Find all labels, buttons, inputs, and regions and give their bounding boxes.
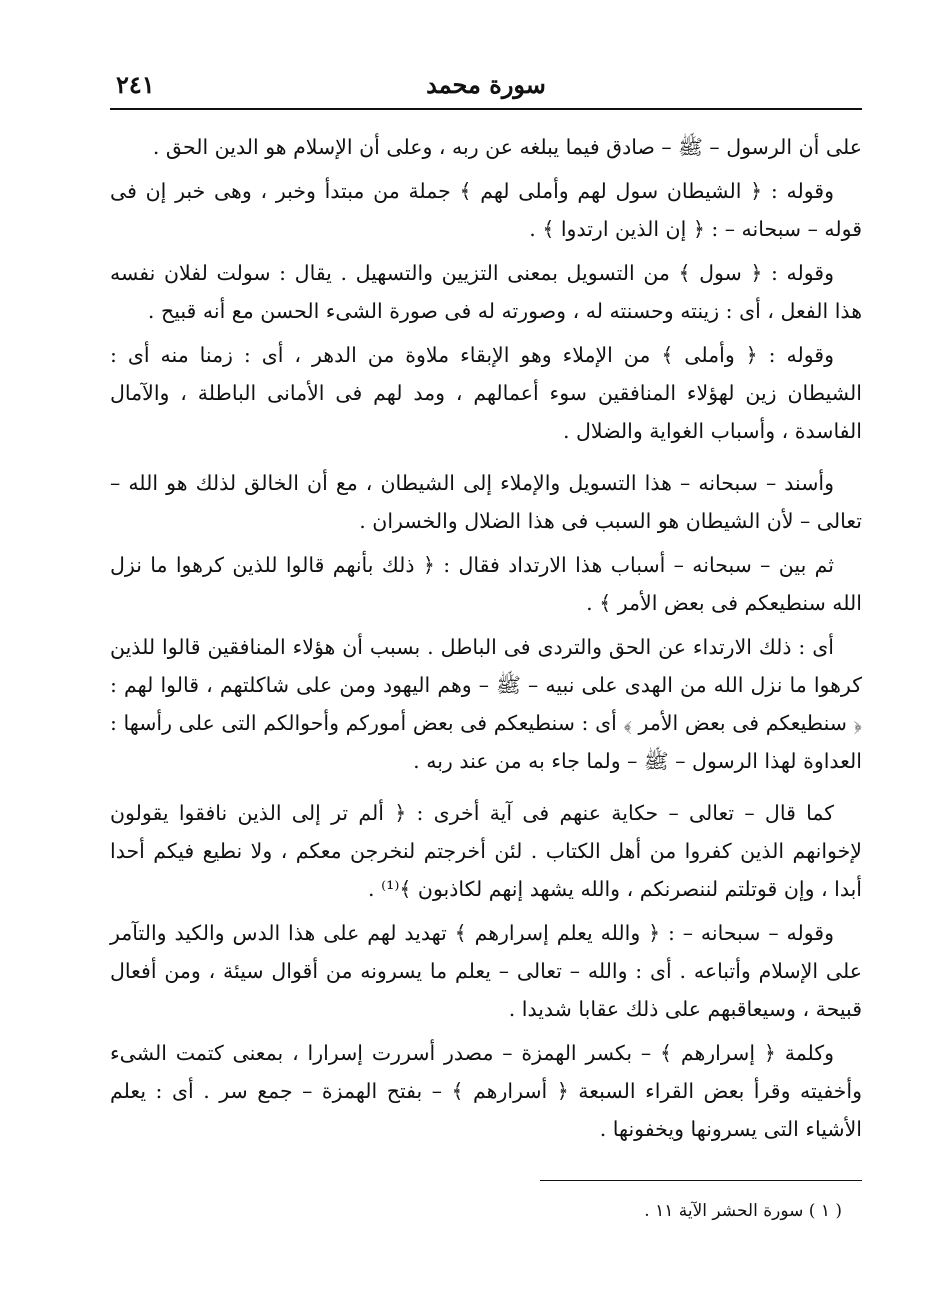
paragraph-8: كما قال – تعالى – حكاية عنهم فى آية أخرى : ﴿ ألم تر إلى الذين نافقوا يقولون لإخوانهم الذين كفروا من أهل الكتاب . لئن أخرجتم لنخرجن معكم ، ولا نطيع فيكم أحدا أبدا ، وإن قوتلتم لننصرنكم ، والله يشهد إنهم لكاذبون ﴾⁽¹⁾ . [110,801,862,901]
paragraph-1: على أن الرسول – ﷺ – صادق فيما يبلغه عن ربه ، وعلى أن الإسلام هو الدين الحق . [152,135,862,159]
paragraph-2: وقوله : ﴿ الشيطان سول لهم وأملى لهم ﴾ جملة من مبتدأ وخبر ، وهى خبر إن فى قوله – سبحانه – : ﴿ إن الذين ارتدوا ﴾ . [110,179,862,241]
paragraph-9: وقوله – سبحانه – : ﴿ والله يعلم إسرارهم ﴾ تهديد لهم على هذا الدس والكيد والتآمر على الإسلام وأتباعه . أى : والله – تعالى – يعلم ما يسرونه من أقوال سيئة ، ومن أفعال قبيحة ، وسيعاقبهم على ذلك عقابا شديدا . [110,921,862,1021]
paragraph-6: ثم بين – سبحانه – أسباب هذا الارتداد فقال : ﴿ ذلك بأنهم قالوا للذين كرهوا ما نزل الله سنطيعكم فى بعض الأمر ﴾ . [110,553,862,615]
paragraph-7: أى : ذلك الارتداء عن الحق والتردى فى الباطل . بسبب أن هؤلاء المنافقين قالوا للذين كرهوا ما نزل الله من الهدى على نبيه – ﷺ – وهم اليهود ومن على شاكلتهم ، قالوا لهم : ﴿ سنطيعكم فى بعض الأمر ﴾ أى : سنطيعكم فى بعض أموركم وأحوالكم التى على رأسها : العداوة لهذا الرسول – ﷺ – ولما جاء به من عند ربه . [110,635,862,773]
header-rule [110,108,862,110]
paragraph-10: وكلمة ﴿ إسرارهم ﴾ – بكسر الهمزة – مصدر أسررت إسرارا ، بمعنى كتمت الشىء وأخفيته وقرأ بعض القراء السبعة ﴿ أسرارهم ﴾ – بفتح الهمزة – جمع سر . أى : يعلم الأشياء التى يسرونها ويخفونها . [110,1041,862,1141]
page-header [110,66,862,106]
surah-title: سورة محمد [426,70,546,99]
footnote: ( ١ ) سورة الحشر الآية ١١ . [644,1201,842,1221]
page-number: ٢٤١ [116,70,155,99]
footnote-rule [540,1180,862,1181]
paragraph-4: وقوله : ﴿ وأملى ﴾ من الإملاء وهو الإبقاء ملاوة من الدهر ، أى : زمنا منه أى : الشيطان زين لهؤلاء المنافقين سوء أعمالهم ، ومد لهم فى الأمانى الباطلة ، والآمال الفاسدة ، وأسباب الغواية والضلال . [110,343,862,443]
paragraph-3: وقوله : ﴿ سول ﴾ من التسويل بمعنى التزيين والتسهيل . يقال : سولت لفلان نفسه هذا الفعل ، أى : زينته وحسنته له ، وصورته له فى صورة الشىء الحسن مع أنه قبيح . [110,261,862,323]
paragraph-5: وأسند – سبحانه – هذا التسويل والإملاء إلى الشيطان ، مع أن الخالق لذلك هو الله – تعالى – لأن الشيطان هو السبب فى هذا الضلال والخسران . [110,471,862,533]
body-text [110,128,862,1154]
